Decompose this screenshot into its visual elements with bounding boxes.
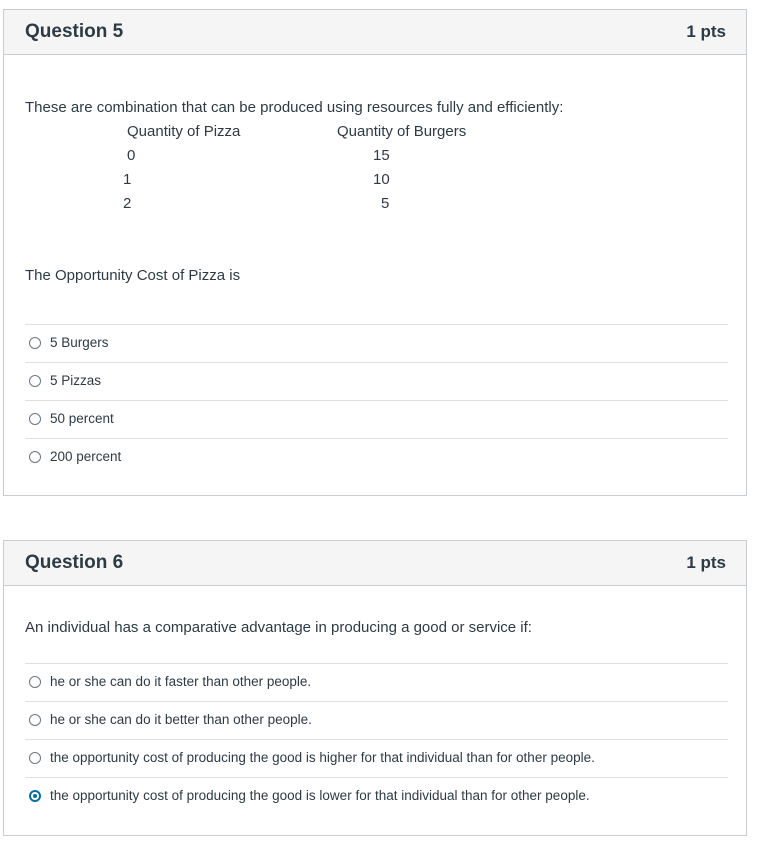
table-cell: 1: [123, 171, 132, 188]
question-5-intro: These are combination that can be produced using resources fully and efficiently:: [25, 99, 564, 116]
answer-label[interactable]: 5 Pizzas: [50, 373, 102, 388]
answer-option[interactable]: [25, 324, 728, 361]
answer-option[interactable]: [25, 400, 728, 437]
radio-button-selected[interactable]: [29, 790, 41, 802]
question-5-header: [4, 10, 746, 55]
radio-button[interactable]: [29, 451, 41, 463]
question-6-title: Question 6: [25, 552, 124, 573]
question-6-card: [3, 540, 747, 836]
table-cell: 5: [381, 195, 390, 212]
question-6-prompt: An individual has a comparative advantage in producing a good or service if:: [25, 619, 532, 636]
answer-label[interactable]: the opportunity cost of producing the good is higher for that individual than for other people.: [50, 750, 595, 765]
answer-option[interactable]: [25, 438, 728, 475]
radio-button[interactable]: [29, 676, 41, 688]
answer-option[interactable]: [25, 362, 728, 399]
table-header-burgers: Quantity of Burgers: [337, 123, 467, 140]
radio-button[interactable]: [29, 413, 41, 425]
question-5-points: 1 pts: [686, 22, 726, 41]
question-5-card: [3, 9, 747, 496]
answer-label[interactable]: 200 percent: [50, 449, 122, 464]
radio-button[interactable]: [29, 375, 41, 387]
table-cell: 15: [373, 147, 390, 164]
radio-button[interactable]: [29, 714, 41, 726]
answer-label[interactable]: he or she can do it better than other people.: [50, 712, 312, 727]
question-5-prompt: The Opportunity Cost of Pizza is: [25, 267, 241, 284]
question-6-answers: [25, 663, 728, 814]
question-6-points: 1 pts: [686, 553, 726, 572]
answer-option[interactable]: [25, 739, 728, 776]
table-header-pizza: Quantity of Pizza: [127, 123, 241, 140]
table-cell: 2: [123, 195, 132, 212]
question-5-answers: [25, 324, 728, 475]
answer-label[interactable]: he or she can do it faster than other people.: [50, 674, 312, 689]
answer-label[interactable]: the opportunity cost of producing the good is lower for that individual than for other people.: [50, 788, 590, 803]
answer-label[interactable]: 5 Burgers: [50, 335, 109, 350]
table-cell: 0: [127, 147, 136, 164]
answer-label[interactable]: 50 percent: [50, 411, 114, 426]
answer-option[interactable]: [25, 701, 728, 738]
radio-button[interactable]: [29, 752, 41, 764]
question-6-header: [4, 541, 746, 586]
answer-option-selected[interactable]: [25, 777, 728, 814]
table-cell: 10: [373, 171, 390, 188]
radio-button[interactable]: [29, 337, 41, 349]
question-5-title: Question 5: [25, 21, 124, 42]
answer-option[interactable]: [25, 663, 728, 700]
